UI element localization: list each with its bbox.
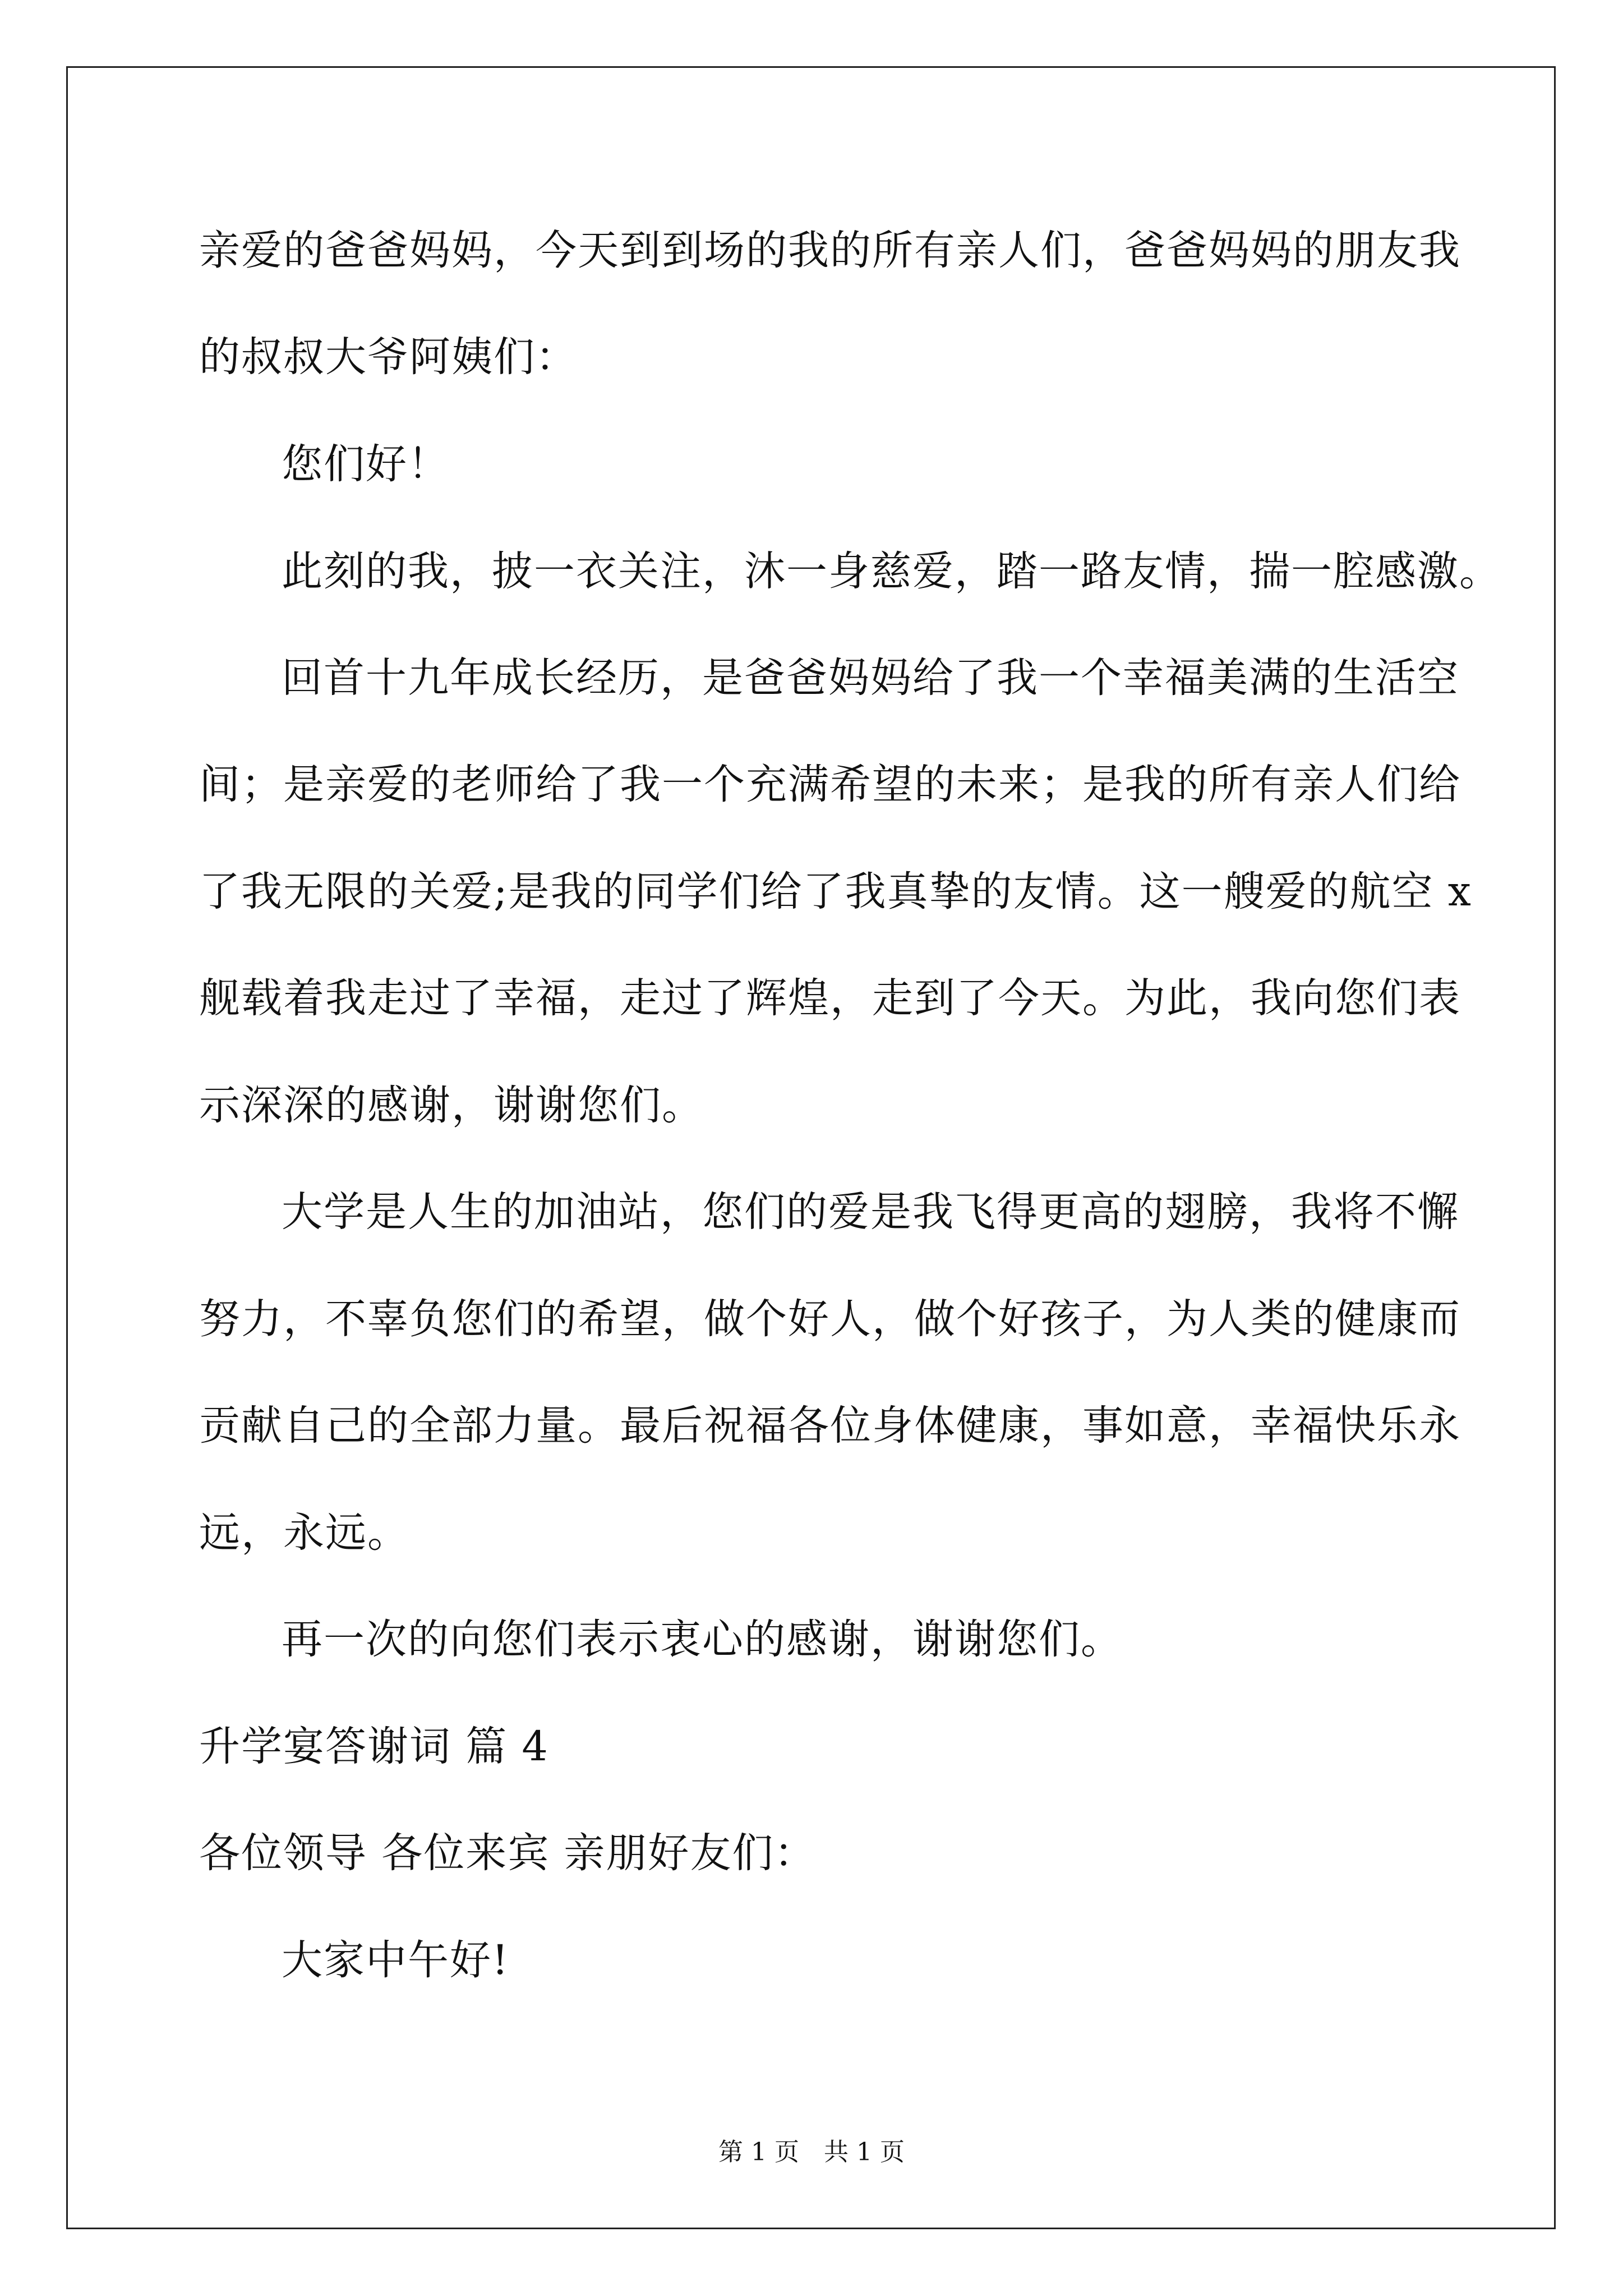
page-footer: 第 1 页 共 1 页	[718, 2138, 905, 2166]
text-line: 各位领导 各位来宾 亲朋好友们：	[199, 1829, 817, 1877]
text-line: 远，永远。	[199, 1509, 409, 1557]
text-line: 大学是人生的加油站，您们的爱是我飞得更高的翅膀，我将不懈	[282, 1188, 1459, 1236]
text-line: 了我无限的关爱;是我的同学们给了我真挚的友情。这一艘爱的航空 x	[199, 868, 1472, 915]
text-line: 示深深的感谢，谢谢您们。	[199, 1082, 704, 1129]
text-line: 亲爱的爸爸妈妈，今天到到场的我的所有亲人们，爸爸妈妈的朋友我	[199, 227, 1461, 274]
text-line: 回首十九年成长经历，是爸爸妈妈给了我一个幸福美满的生活空	[282, 654, 1459, 702]
text-line: 再一次的向您们表示衷心的感谢，谢谢您们。	[282, 1616, 1123, 1663]
text-line: 的叔叔大爷阿姨们：	[199, 333, 578, 381]
text-line: 贡献自己的全部力量。最后祝福各位身体健康，事如意，幸福快乐永	[199, 1402, 1461, 1450]
text-line: 间；是亲爱的老师给了我一个充满希望的未来；是我的所有亲人们给	[199, 761, 1461, 808]
text-line: 大家中午好!	[282, 1936, 510, 1984]
text-line: 舰载着我走过了幸福，走过了辉煌，走到了今天。为此，我向您们表	[199, 974, 1461, 1022]
text-line: 努力，不辜负您们的希望，做个好人，做个好孩子，为人类的健康而	[199, 1295, 1461, 1343]
text-line: 此刻的我，披一衣关注，沐一身慈爱，踏一路友情，揣一腔感激。	[282, 547, 1501, 595]
text-line: 您们好！	[282, 440, 450, 488]
page-border	[66, 66, 1556, 2229]
section-heading: 升学宴答谢词 篇 4	[199, 1723, 549, 1770]
